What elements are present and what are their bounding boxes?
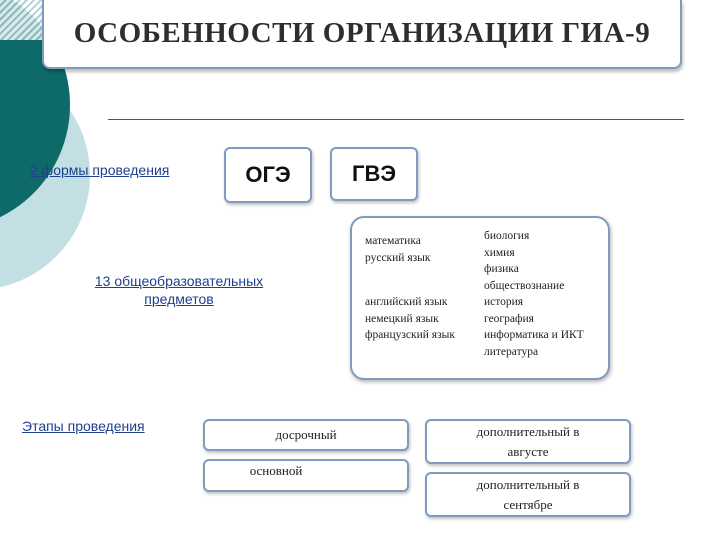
stage-september-line2: сентябре	[503, 497, 553, 512]
stage-august-line1: дополнительный в	[476, 424, 580, 439]
subject-item: биология	[484, 230, 530, 242]
subject-item: история	[484, 296, 524, 308]
subjects-label[interactable]	[40, 272, 318, 308]
title-box	[42, 0, 682, 69]
stage-early-label: досрочный	[275, 427, 337, 442]
subject-item: английский язык	[365, 296, 448, 308]
subjects-label-line1: 13 общеобразовательных	[94, 273, 264, 289]
subject-item: немецкий язык	[365, 312, 439, 325]
divider-line	[108, 119, 684, 120]
subjects-box	[350, 216, 610, 380]
gve-box[interactable]	[330, 147, 418, 201]
core-subjects-list	[365, 233, 430, 266]
language-subjects-list	[365, 294, 455, 344]
gve-label: ГВЭ	[351, 161, 396, 186]
subject-item: физика	[484, 263, 519, 275]
oge-box[interactable]	[224, 147, 312, 203]
subject-item: математика	[365, 235, 421, 247]
subject-item: информатика и ИКТ	[484, 329, 584, 341]
stage-september-line1: дополнительный в	[476, 477, 580, 492]
subject-item: обществознание	[484, 279, 565, 292]
stage-early-box[interactable]	[203, 419, 409, 451]
subject-item: химия	[484, 246, 515, 259]
subject-item: французский язык	[365, 329, 455, 341]
subject-item: география	[484, 312, 534, 325]
subject-item: литература	[484, 345, 539, 358]
oge-label: ОГЭ	[245, 162, 291, 187]
stage-august-box[interactable]	[425, 419, 631, 464]
stage-august-line2: августе	[507, 444, 549, 459]
stage-main-box[interactable]	[203, 459, 409, 492]
stage-september-box[interactable]	[425, 472, 631, 517]
page-title: ОСОБЕННОСТИ ОРГАНИЗАЦИИ ГИА-9	[73, 17, 651, 49]
forms-label[interactable]: 2 формы проведения	[30, 162, 170, 178]
elective-subjects-list	[484, 228, 584, 360]
subject-item: русский язык	[365, 251, 431, 264]
subjects-label-line2: предметов	[144, 291, 214, 307]
stages-label[interactable]: Этапы проведения	[22, 418, 145, 434]
stage-main-label: основной	[249, 463, 303, 478]
